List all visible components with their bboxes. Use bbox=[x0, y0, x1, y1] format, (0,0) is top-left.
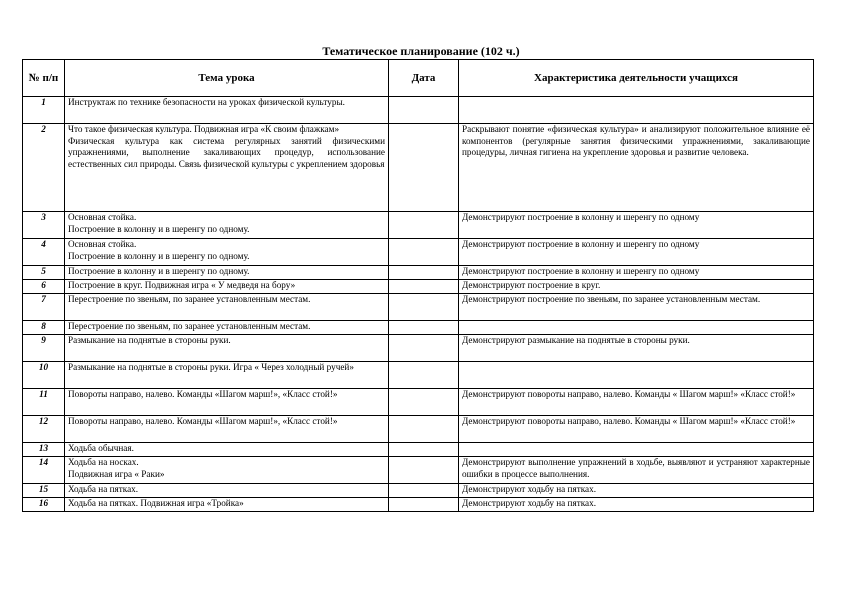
table-row bbox=[23, 498, 814, 512]
student-activity bbox=[459, 443, 814, 457]
lesson-topic-line: Перестроение по звеньям, по заранее установленным местам. bbox=[68, 321, 311, 331]
table-row bbox=[23, 443, 814, 457]
lesson-number: 15 bbox=[23, 484, 65, 498]
student-activity: Раскрывают понятие «физическая культура» и анализируют положительное влияние её компонентов (регулярные занятия физическими упражнениями, закаливающие процедуры, личная гигиена на укрепление здоровья и развитие человека. bbox=[459, 124, 814, 212]
lesson-date bbox=[389, 321, 459, 335]
table-row bbox=[23, 321, 814, 335]
lesson-number: 9 bbox=[23, 335, 65, 362]
student-activity: Демонстрируют построение в круг. bbox=[459, 280, 814, 294]
lesson-topic bbox=[65, 416, 389, 443]
lesson-topic-line: Ходьба на пятках. Подвижная игра «Тройка» bbox=[68, 498, 244, 508]
lesson-topic bbox=[65, 266, 389, 280]
lesson-date bbox=[389, 484, 459, 498]
lesson-number: 14 bbox=[23, 457, 65, 484]
lesson-topic-line: Что такое физическая культура. Подвижная игра «К своим флажкам» bbox=[68, 124, 340, 134]
lesson-date bbox=[389, 416, 459, 443]
lesson-topic bbox=[65, 321, 389, 335]
lesson-topic-line: Основная стойка. bbox=[68, 212, 137, 222]
student-activity bbox=[459, 321, 814, 335]
lesson-topic bbox=[65, 239, 389, 266]
lesson-topic-line: Основная стойка. bbox=[68, 239, 137, 249]
header-topic: Тема урока bbox=[65, 60, 389, 97]
lesson-number: 16 bbox=[23, 498, 65, 512]
table-row bbox=[23, 280, 814, 294]
lesson-topic-line: Ходьба на носках. bbox=[68, 457, 139, 467]
lesson-number: 8 bbox=[23, 321, 65, 335]
table-row bbox=[23, 416, 814, 443]
table-row bbox=[23, 362, 814, 389]
lesson-topic-line: Построение в колонну и в шеренгу по одному. bbox=[68, 266, 250, 276]
lesson-date bbox=[389, 97, 459, 124]
lesson-topic bbox=[65, 362, 389, 389]
lesson-topic-line: Перестроение по звеньям, по заранее установленным местам. bbox=[68, 294, 311, 304]
header-date: Дата bbox=[389, 60, 459, 97]
lesson-topic bbox=[65, 212, 389, 239]
header-num: № п/п bbox=[23, 60, 65, 97]
header-activity: Характеристика деятельности учащихся bbox=[459, 60, 814, 97]
lesson-topic-line: Ходьба обычная. bbox=[68, 443, 134, 453]
table-row bbox=[23, 212, 814, 239]
lesson-number: 10 bbox=[23, 362, 65, 389]
table-row bbox=[23, 97, 814, 124]
table-row bbox=[23, 457, 814, 484]
lesson-date bbox=[389, 124, 459, 212]
header-row bbox=[23, 60, 814, 97]
lesson-topic-line: Физическая культура как система регулярных занятий физическими упражнениями, выполнение закаливающих процедур, использование естественных сил природы. Связь физической культуры с укреплением здоровья bbox=[68, 135, 385, 169]
lesson-date bbox=[389, 443, 459, 457]
lesson-topic-line: Ходьба на пятках. bbox=[68, 484, 139, 494]
student-activity: Демонстрируют ходьбу на пятках. bbox=[459, 498, 814, 512]
lesson-number: 5 bbox=[23, 266, 65, 280]
lesson-number: 13 bbox=[23, 443, 65, 457]
lesson-topic-line: Построение в колонну и в шеренгу по одному. bbox=[68, 250, 250, 261]
student-activity: Демонстрируют повороты направо, налево. Команды « Шагом марш!» «Класс стой!» bbox=[459, 416, 814, 443]
student-activity bbox=[459, 362, 814, 389]
table-row bbox=[23, 266, 814, 280]
student-activity: Демонстрируют построение по звеньям, по заранее установленным местам. bbox=[459, 294, 814, 321]
lesson-topic-line: Подвижная игра « Раки» bbox=[68, 468, 165, 479]
lesson-topic bbox=[65, 294, 389, 321]
lesson-topic-line: Размыкание на поднятые в стороны руки. bbox=[68, 335, 231, 345]
lesson-date bbox=[389, 362, 459, 389]
lesson-topic-line: Повороты направо, налево. Команды «Шагом марш!», «Класс стой!» bbox=[68, 416, 338, 426]
table-row bbox=[23, 294, 814, 321]
lesson-topic bbox=[65, 443, 389, 457]
table-row bbox=[23, 239, 814, 266]
student-activity bbox=[459, 97, 814, 124]
lesson-topic-line: Размыкание на поднятые в стороны руки. Игра « Через холодный ручей» bbox=[68, 362, 354, 372]
lesson-number: 1 bbox=[23, 97, 65, 124]
lesson-topic bbox=[65, 484, 389, 498]
lesson-topic bbox=[65, 97, 389, 124]
lesson-number: 12 bbox=[23, 416, 65, 443]
lesson-topic-line: Построение в круг. Подвижная игра « У медведя на бору» bbox=[68, 280, 296, 290]
lesson-date bbox=[389, 335, 459, 362]
lesson-number: 4 bbox=[23, 239, 65, 266]
lesson-number: 2 bbox=[23, 124, 65, 212]
lesson-topic bbox=[65, 335, 389, 362]
student-activity: Демонстрируют ходьбу на пятках. bbox=[459, 484, 814, 498]
student-activity: Демонстрируют построение в колонну и шеренгу по одному bbox=[459, 212, 814, 239]
lesson-topic-line: Построение в колонну и в шеренгу по одному. bbox=[68, 223, 250, 234]
table-row bbox=[23, 335, 814, 362]
lesson-date bbox=[389, 498, 459, 512]
lesson-number: 7 bbox=[23, 294, 65, 321]
lesson-date bbox=[389, 239, 459, 266]
lesson-topic bbox=[65, 280, 389, 294]
lesson-topic-line: Повороты направо, налево. Команды «Шагом марш!», «Класс стой!» bbox=[68, 389, 338, 399]
lesson-topic bbox=[65, 124, 389, 212]
student-activity: Демонстрируют размыкание на поднятые в стороны руки. bbox=[459, 335, 814, 362]
lesson-topic bbox=[65, 457, 389, 484]
student-activity: Демонстрируют повороты направо, налево. Команды « Шагом марш!» «Класс стой!» bbox=[459, 389, 814, 416]
lesson-topic bbox=[65, 498, 389, 512]
lesson-number: 6 bbox=[23, 280, 65, 294]
table-row bbox=[23, 484, 814, 498]
lesson-date bbox=[389, 294, 459, 321]
lesson-date bbox=[389, 212, 459, 239]
lesson-date bbox=[389, 457, 459, 484]
lesson-topic-line: Инструктаж по технике безопасности на уроках физической культуры. bbox=[68, 97, 345, 107]
lesson-date bbox=[389, 280, 459, 294]
lesson-date bbox=[389, 389, 459, 416]
table-row bbox=[23, 124, 814, 212]
student-activity: Демонстрируют выполнение упражнений в ходьбе, выявляют и устраняют характерные ошибки в процессе выполнения. bbox=[459, 457, 814, 484]
lesson-topic bbox=[65, 389, 389, 416]
lesson-number: 3 bbox=[23, 212, 65, 239]
student-activity: Демонстрируют построение в колонну и шеренгу по одному bbox=[459, 266, 814, 280]
lesson-date bbox=[389, 266, 459, 280]
page-title: Тематическое планирование (102 ч.) bbox=[322, 44, 520, 58]
table-row bbox=[23, 389, 814, 416]
student-activity: Демонстрируют построение в колонну и шеренгу по одному bbox=[459, 239, 814, 266]
lesson-number: 11 bbox=[23, 389, 65, 416]
planning-table bbox=[22, 59, 814, 512]
